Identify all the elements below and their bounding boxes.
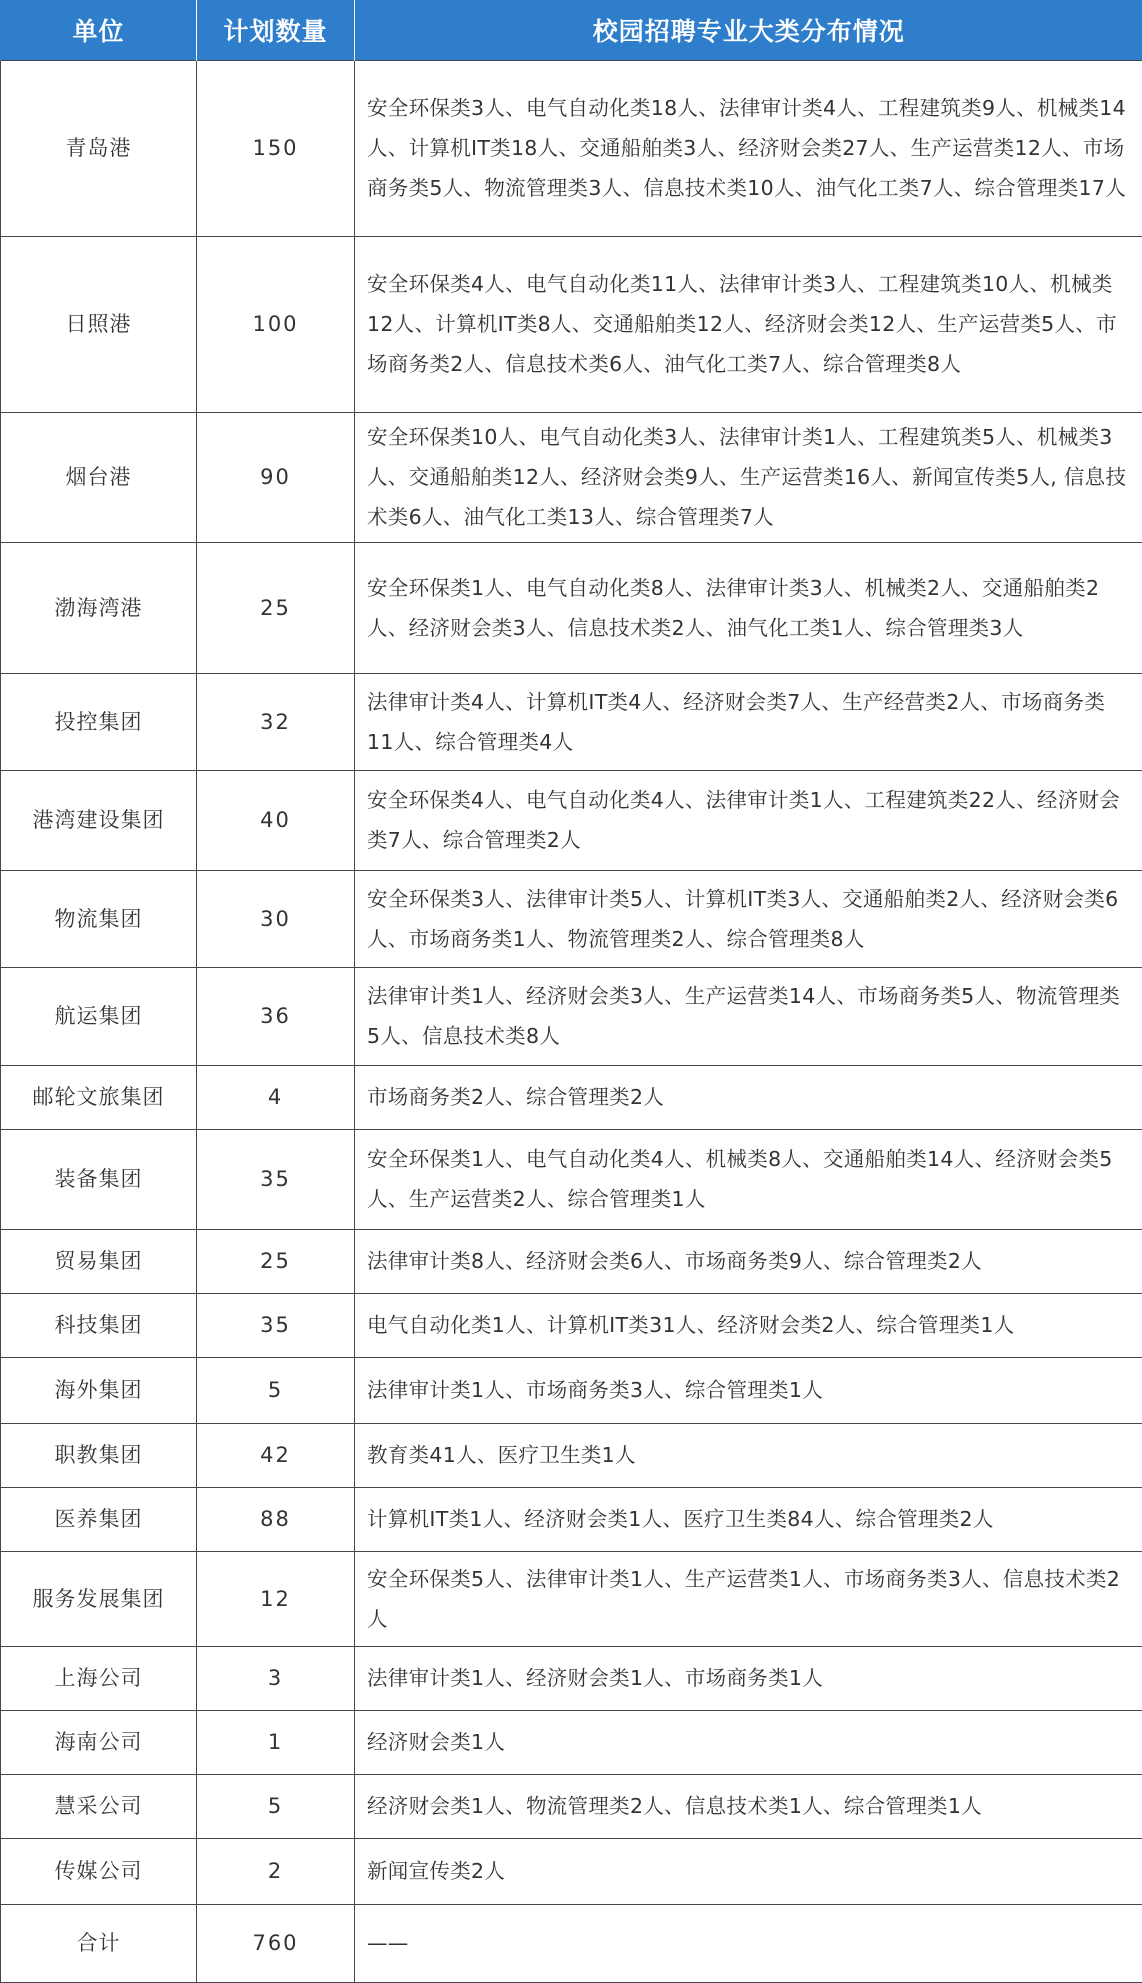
plan-count-cell: 90 (197, 412, 355, 542)
plan-count-cell: 88 (197, 1487, 355, 1551)
table-row (1, 967, 1142, 1065)
table-row (1, 412, 1142, 542)
unit-cell: 慧采公司 (1, 1774, 197, 1838)
unit-cell: 贸易集团 (1, 1229, 197, 1293)
unit-cell: 传媒公司 (1, 1838, 197, 1904)
unit-cell: 海外集团 (1, 1357, 197, 1423)
plan-count-cell: 150 (197, 60, 355, 236)
plan-count-cell: 4 (197, 1065, 355, 1129)
total-row (1, 1904, 1142, 1982)
unit-cell: 医养集团 (1, 1487, 197, 1551)
table-row (1, 1229, 1142, 1293)
unit-cell: 邮轮文旅集团 (1, 1065, 197, 1129)
table-row (1, 60, 1142, 236)
table-row (1, 1065, 1142, 1129)
distribution-cell: 安全环保类3人、法律审计类5人、计算机IT类3人、交通船舶类2人、经济财会类6人、市场商务类1人、物流管理类2人、综合管理类8人 (355, 870, 1142, 967)
table-row (1, 1710, 1142, 1774)
table-row (1, 1423, 1142, 1487)
unit-cell: 物流集团 (1, 870, 197, 967)
distribution-cell: 经济财会类1人、物流管理类2人、信息技术类1人、综合管理类1人 (355, 1774, 1142, 1838)
unit-cell: 上海公司 (1, 1646, 197, 1710)
plan-count-cell: 35 (197, 1129, 355, 1229)
total-label-cell: 合计 (1, 1904, 197, 1982)
table-row (1, 1774, 1142, 1838)
header-plan-count: 计划数量 (197, 0, 355, 60)
plan-count-cell: 25 (197, 542, 355, 673)
unit-cell: 职教集团 (1, 1423, 197, 1487)
unit-cell: 装备集团 (1, 1129, 197, 1229)
distribution-cell: 安全环保类1人、电气自动化类8人、法律审计类3人、机械类2人、交通船舶类2人、经济财会类3人、信息技术类2人、油气化工类1人、综合管理类3人 (355, 542, 1142, 673)
plan-count-cell: 42 (197, 1423, 355, 1487)
total-plan-count-cell: 760 (197, 1904, 355, 1982)
plan-count-cell: 5 (197, 1357, 355, 1423)
distribution-cell: 安全环保类3人、电气自动化类18人、法律审计类4人、工程建筑类9人、机械类14人、计算机IT类18人、交通船舶类3人、经济财会类27人、生产运营类12人、市场商务类5人、物流管理类3人、信息技术类10人、油气化工类7人、综合管理类17人 (355, 60, 1142, 236)
distribution-cell: 教育类41人、医疗卫生类1人 (355, 1423, 1142, 1487)
unit-cell: 青岛港 (1, 60, 197, 236)
distribution-cell: 新闻宣传类2人 (355, 1838, 1142, 1904)
distribution-cell: 法律审计类8人、经济财会类6人、市场商务类9人、综合管理类2人 (355, 1229, 1142, 1293)
plan-count-cell: 5 (197, 1774, 355, 1838)
unit-cell: 科技集团 (1, 1293, 197, 1357)
table-header (1, 0, 1142, 60)
table-row (1, 1293, 1142, 1357)
table-body (1, 60, 1142, 1982)
plan-count-cell: 1 (197, 1710, 355, 1774)
table-row (1, 1838, 1142, 1904)
plan-count-cell: 35 (197, 1293, 355, 1357)
unit-cell: 渤海湾港 (1, 542, 197, 673)
table-row (1, 1357, 1142, 1423)
table-row (1, 870, 1142, 967)
plan-count-cell: 40 (197, 770, 355, 870)
unit-cell: 日照港 (1, 236, 197, 412)
distribution-cell: 安全环保类4人、电气自动化类11人、法律审计类3人、工程建筑类10人、机械类12人、计算机IT类8人、交通船舶类12人、经济财会类12人、生产运营类5人、市场商务类2人、信息技术类6人、油气化工类7人、综合管理类8人 (355, 236, 1142, 412)
unit-cell: 烟台港 (1, 412, 197, 542)
plan-count-cell: 32 (197, 673, 355, 770)
unit-cell: 投控集团 (1, 673, 197, 770)
distribution-cell: 安全环保类10人、电气自动化类3人、法律审计类1人、工程建筑类5人、机械类3人、交通船舶类12人、经济财会类9人、生产运营类16人、新闻宣传类5人, 信息技术类6人、油气化工类13人、综合管理类7人 (355, 412, 1142, 542)
table-row (1, 770, 1142, 870)
plan-count-cell: 3 (197, 1646, 355, 1710)
unit-cell: 服务发展集团 (1, 1551, 197, 1646)
distribution-cell: 法律审计类1人、经济财会类3人、生产运营类14人、市场商务类5人、物流管理类5人、信息技术类8人 (355, 967, 1142, 1065)
plan-count-cell: 12 (197, 1551, 355, 1646)
table-row (1, 1646, 1142, 1710)
table-row (1, 1487, 1142, 1551)
table-row (1, 1551, 1142, 1646)
total-distribution-cell: —— (355, 1904, 1142, 1982)
header-unit: 单位 (1, 0, 197, 60)
header-major-distribution: 校园招聘专业大类分布情况 (355, 0, 1142, 60)
distribution-cell: 市场商务类2人、综合管理类2人 (355, 1065, 1142, 1129)
unit-cell: 航运集团 (1, 967, 197, 1065)
table-row (1, 673, 1142, 770)
distribution-cell: 安全环保类1人、电气自动化类4人、机械类8人、交通船舶类14人、经济财会类5人、生产运营类2人、综合管理类1人 (355, 1129, 1142, 1229)
distribution-cell: 法律审计类4人、计算机IT类4人、经济财会类7人、生产经营类2人、市场商务类11人、综合管理类4人 (355, 673, 1142, 770)
plan-count-cell: 2 (197, 1838, 355, 1904)
distribution-cell: 安全环保类4人、电气自动化类4人、法律审计类1人、工程建筑类22人、经济财会类7人、综合管理类2人 (355, 770, 1142, 870)
distribution-cell: 安全环保类5人、法律审计类1人、生产运营类1人、市场商务类3人、信息技术类2人 (355, 1551, 1142, 1646)
plan-count-cell: 36 (197, 967, 355, 1065)
distribution-cell: 电气自动化类1人、计算机IT类31人、经济财会类2人、综合管理类1人 (355, 1293, 1142, 1357)
plan-count-cell: 100 (197, 236, 355, 412)
table-row (1, 1129, 1142, 1229)
plan-count-cell: 30 (197, 870, 355, 967)
plan-count-cell: 25 (197, 1229, 355, 1293)
distribution-cell: 法律审计类1人、经济财会类1人、市场商务类1人 (355, 1646, 1142, 1710)
table-row (1, 236, 1142, 412)
table-row (1, 542, 1142, 673)
unit-cell: 海南公司 (1, 1710, 197, 1774)
distribution-cell: 法律审计类1人、市场商务类3人、综合管理类1人 (355, 1357, 1142, 1423)
distribution-cell: 经济财会类1人 (355, 1710, 1142, 1774)
unit-cell: 港湾建设集团 (1, 770, 197, 870)
distribution-cell: 计算机IT类1人、经济财会类1人、医疗卫生类84人、综合管理类2人 (355, 1487, 1142, 1551)
header-row (1, 0, 1142, 60)
